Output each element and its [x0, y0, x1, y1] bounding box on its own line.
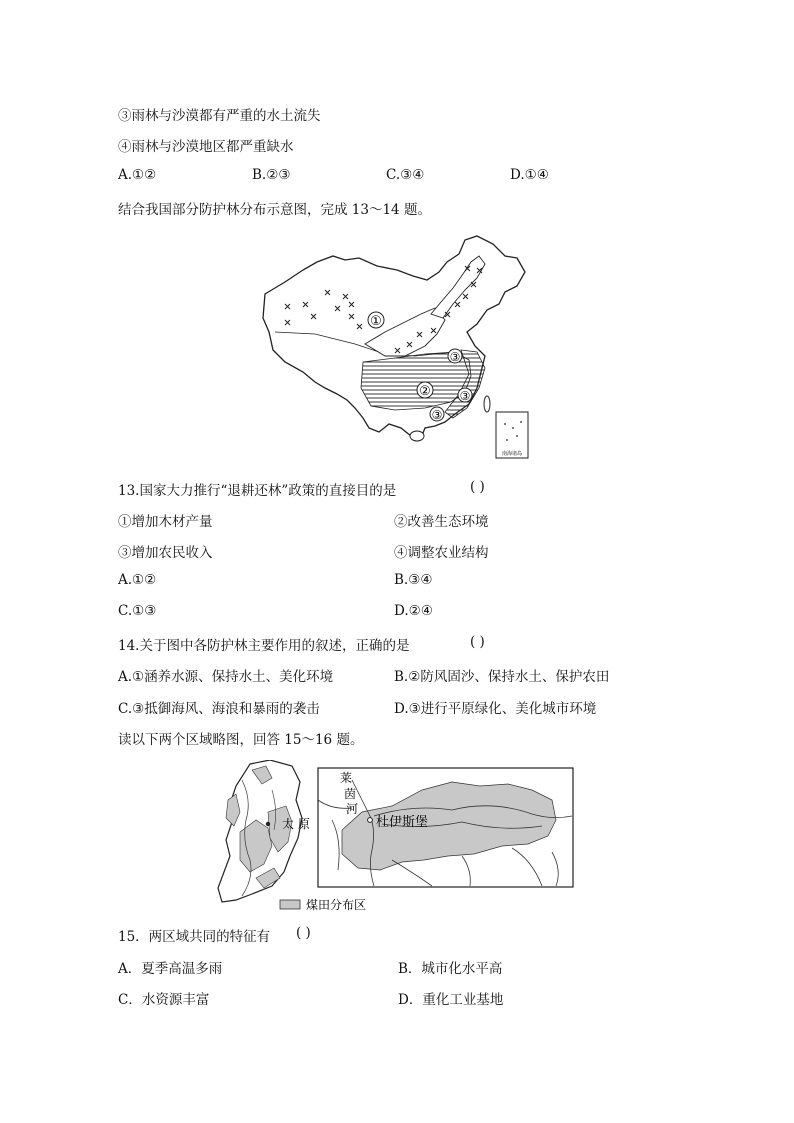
q13-item-1: ①增加木材产量 — [118, 514, 213, 530]
q13-choice-d: D.②④ — [394, 603, 433, 619]
map1-label-2: ② — [419, 384, 431, 399]
intro-15-16: 读以下两个区域略图，回答 15～16 题。 — [118, 732, 364, 748]
taiyuan-label: 太 原 — [282, 817, 310, 831]
q13-stem: 13.国家大力推行“退耕还林”政策的直接目的是 — [118, 483, 397, 499]
q15-stem: 15．两区域共同的特征有 — [118, 929, 271, 945]
q13-paren: ( ) — [470, 479, 485, 495]
q13-choice-b: B.③④ — [394, 572, 433, 588]
region-maps — [212, 760, 582, 920]
map1-label-3b: ③ — [459, 389, 471, 403]
rhine-char-2: 茵 — [344, 787, 357, 801]
q15-choice-b: B．城市化水平高 — [398, 961, 503, 977]
rhine-char-1: 莱 — [340, 771, 353, 785]
china-forest-map — [255, 232, 535, 462]
q14-choice-c: C.③抵御海风、海浪和暴雨的袭击 — [118, 701, 320, 717]
prev-choice-d: D.①④ — [510, 167, 549, 183]
q13-choice-c: C.①③ — [118, 603, 157, 619]
q15-choice-d: D．重化工业基地 — [398, 992, 504, 1008]
legend-swatch — [280, 900, 300, 909]
q13-item-2: ②改善生态环境 — [394, 514, 489, 530]
map1-label-3c: ③ — [431, 408, 443, 422]
q14-stem: 14.关于图中各防护林主要作用的叙述，正确的是 — [118, 638, 410, 654]
legend-label: 煤田分布区 — [306, 898, 367, 912]
q13-choice-a: A.①② — [118, 572, 157, 588]
q14-paren: ( ) — [470, 634, 485, 650]
q13-item-4: ④调整农业结构 — [394, 545, 489, 561]
prev-choice-b: B.②③ — [252, 167, 291, 183]
rhine-char-3: 河 — [346, 802, 359, 816]
prev-choice-a: A.①② — [118, 167, 157, 183]
q15-choice-c: C．水资源丰富 — [118, 992, 210, 1008]
map1-label-1: ① — [370, 314, 382, 329]
map1-label-3a: ③ — [449, 350, 461, 364]
q14-choice-d: D.③进行平原绿化、美化城市环境 — [394, 701, 597, 717]
q14-choice-b: B.②防风固沙、保持水土、保护农田 — [394, 669, 610, 685]
intro-13-14: 结合我国部分防护林分布示意图，完成 13～14 题。 — [118, 202, 431, 218]
q13-item-3: ③增加农民收入 — [118, 545, 213, 561]
duisburg-label: 杜伊斯堡 — [376, 815, 429, 830]
q15-choice-a: A．夏季高温多雨 — [118, 961, 223, 977]
prev-option-3: ③雨林与沙漠都有严重的水土流失 — [118, 108, 321, 124]
inset-label: 南海诸岛 — [501, 451, 523, 457]
q15-paren: ( ) — [296, 925, 311, 941]
prev-option-4: ④雨林与沙漠地区都严重缺水 — [118, 139, 294, 155]
q14-choice-a: A.①涵养水源、保持水土、美化环境 — [118, 669, 334, 685]
prev-choice-c: C.③④ — [386, 167, 425, 183]
